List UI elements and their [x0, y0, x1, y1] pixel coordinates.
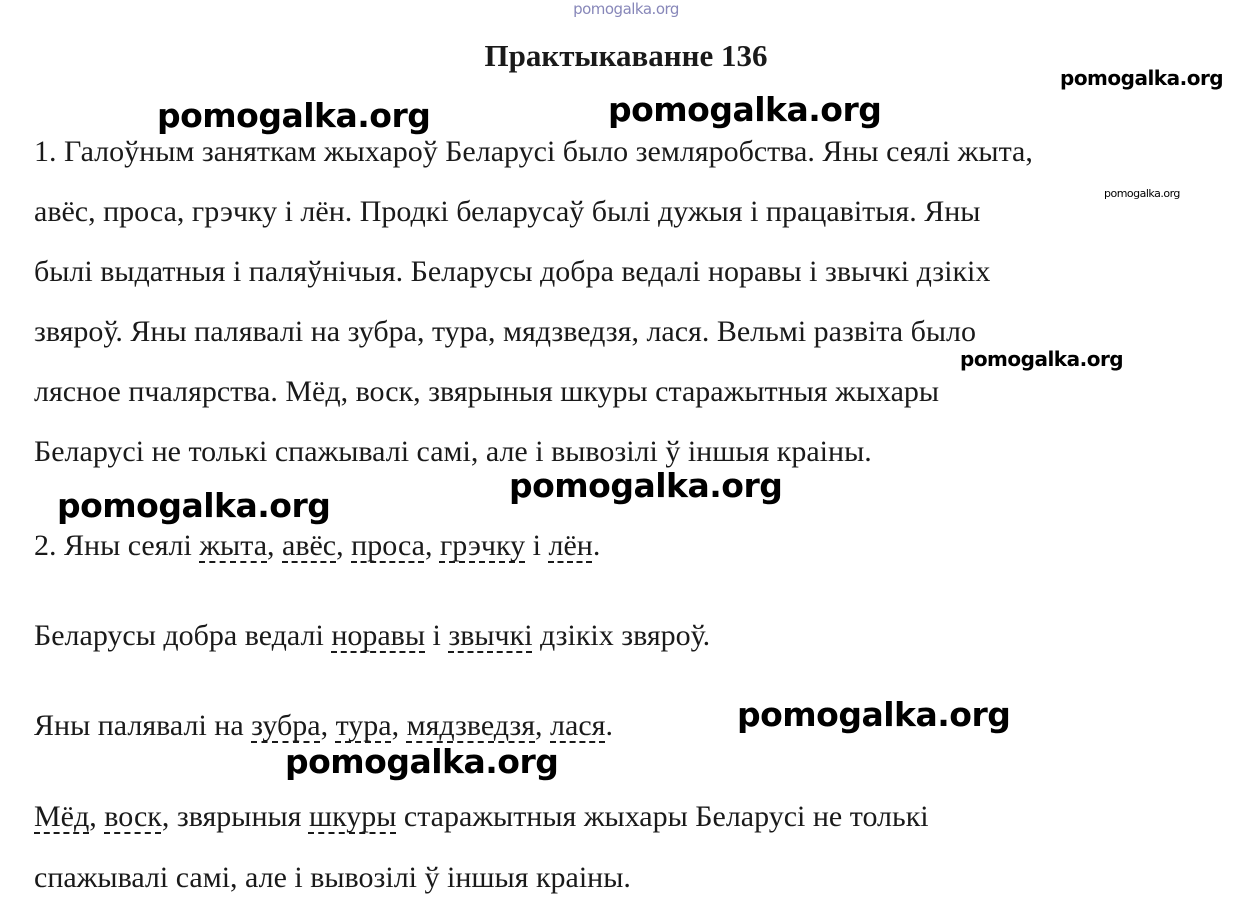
- watermark: pomogalka.org: [1104, 187, 1180, 200]
- text: і: [525, 529, 549, 562]
- underlined-word: проса: [351, 529, 425, 562]
- text: ,: [424, 529, 440, 562]
- paragraph-line: Беларусі не толькі спажывалі самі, але і вывозілі ў іншыя краіны.: [34, 435, 872, 468]
- sentence-2: [34, 616, 710, 656]
- text: ,: [267, 529, 283, 562]
- text: .: [605, 709, 613, 742]
- watermark: pomogalka.org: [57, 486, 331, 525]
- text: Яны палявалі на: [34, 709, 252, 742]
- underlined-word: грэчку: [439, 529, 526, 562]
- underlined-word: тура: [335, 709, 392, 742]
- text: Беларусы добра ведалі: [34, 619, 332, 652]
- sentence-4-cont: спажывалі самі, але і вывозілі ў іншыя краіны.: [34, 861, 631, 894]
- underlined-word: лён: [548, 529, 593, 562]
- text: .: [592, 529, 601, 562]
- watermark-top: pomogalka.org: [573, 0, 679, 18]
- sentence-3: [34, 706, 613, 746]
- watermark: pomogalka.org: [1060, 66, 1224, 90]
- watermark: pomogalka.org: [737, 695, 1011, 734]
- underlined-word: шкуры: [308, 800, 397, 833]
- text: дзікіх звяроў.: [532, 619, 711, 652]
- paragraph-line: былі выдатныя і паляўнічыя. Беларусы добра ведалі норавы і звычкі дзікіх: [34, 255, 991, 288]
- watermark: pomogalka.org: [285, 742, 559, 781]
- paragraph-line: звяроў. Яны палявалі на зубра, тура, мядзведзя, лася. Вельмі развіта было: [34, 315, 976, 348]
- text: ,: [391, 709, 407, 742]
- watermark: pomogalka.org: [960, 347, 1124, 371]
- underlined-word: звычкі: [448, 619, 533, 652]
- text: старажытныя жыхары Беларусі не толькі: [396, 800, 929, 833]
- underlined-word: жыта: [199, 529, 268, 562]
- underlined-word: авёс: [282, 529, 337, 562]
- underlined-word: мядзведзя: [406, 709, 536, 742]
- paragraph-line: авёс, проса, грэчку і лён. Продкі беларусаў былі дужыя і працавітыя. Яны: [34, 195, 981, 228]
- watermark: pomogalka.org: [608, 90, 882, 129]
- underlined-word: Мёд: [34, 800, 90, 833]
- paragraph-line: 1. Галоўным заняткам жыхароў Беларусі было земляробства. Яны сеялі жыта,: [34, 135, 1033, 168]
- text: 2. Яны сеялі: [34, 529, 200, 562]
- underlined-word: зубра: [251, 709, 321, 742]
- sentence-1: [34, 526, 600, 566]
- watermark: pomogalka.org: [157, 96, 431, 135]
- page-title: Практыкаванне 136: [484, 38, 768, 73]
- text: і: [425, 619, 449, 652]
- underlined-word: воск: [104, 800, 162, 833]
- text: ,: [89, 800, 105, 833]
- text: ,: [535, 709, 551, 742]
- paragraph-line: лясное пчалярства. Мёд, воск, звярыныя шкуры старажытныя жыхары: [34, 375, 940, 408]
- text: ,: [336, 529, 352, 562]
- underlined-word: лася: [550, 709, 606, 742]
- sentence-4: [34, 797, 929, 837]
- underlined-word: норавы: [331, 619, 426, 652]
- text: ,: [320, 709, 336, 742]
- text: , звярыныя: [161, 800, 309, 833]
- watermark: pomogalka.org: [509, 466, 783, 505]
